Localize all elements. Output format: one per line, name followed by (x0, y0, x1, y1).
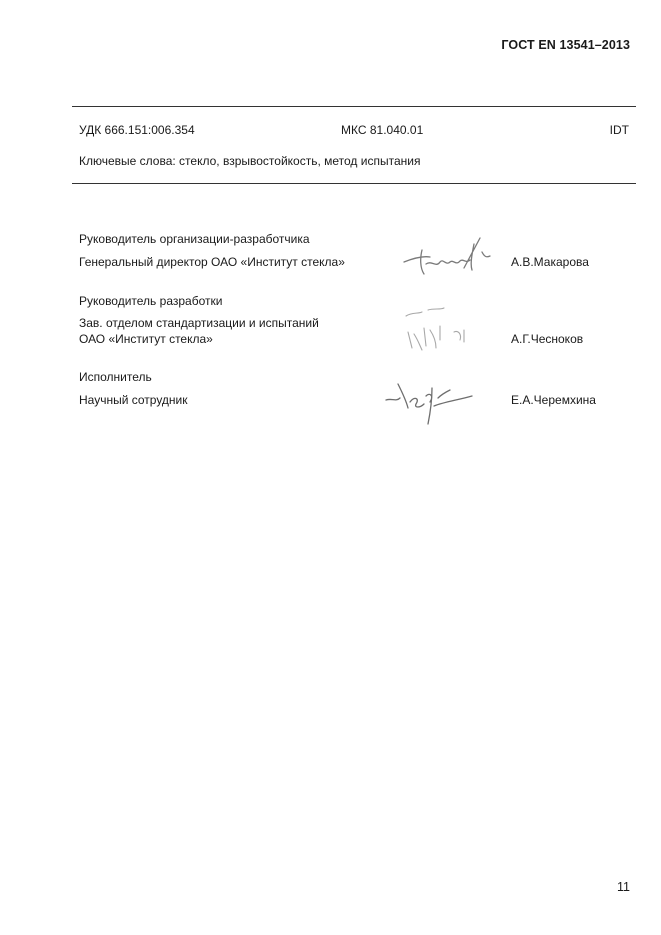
udk-code: УДК 666.151:006.354 (79, 123, 195, 137)
conformity-degree: IDT (609, 123, 629, 137)
signature-image (382, 378, 478, 428)
signatory-name: А.В.Макарова (511, 255, 589, 269)
signatory-group-title: Руководитель разработки (79, 294, 223, 308)
bottom-divider (72, 183, 636, 184)
top-divider (72, 106, 636, 107)
signatory-group-title: Руководитель организации-разработчика (79, 232, 310, 246)
signatory-group-title: Исполнитель (79, 370, 152, 384)
page-number: 11 (617, 880, 630, 894)
mks-code: МКС 81.040.01 (341, 123, 424, 137)
signature-image (400, 234, 496, 280)
signatory-position: ОАО «Институт стекла» (79, 332, 213, 346)
signatory-name: Е.А.Черемхина (511, 393, 596, 407)
signatory-name: А.Г.Чесноков (511, 332, 584, 346)
signatory-position: Зав. отделом стандартизации и испытаний (79, 316, 319, 330)
signature-image (400, 306, 476, 352)
document-code: ГОСТ EN 13541–2013 (501, 38, 630, 52)
signatory-position: Научный сотрудник (79, 393, 188, 407)
keywords-line: Ключевые слова: стекло, взрывостойкость, метод испытания (79, 154, 421, 168)
signatory-position: Генеральный директор ОАО «Институт стекла» (79, 255, 345, 269)
